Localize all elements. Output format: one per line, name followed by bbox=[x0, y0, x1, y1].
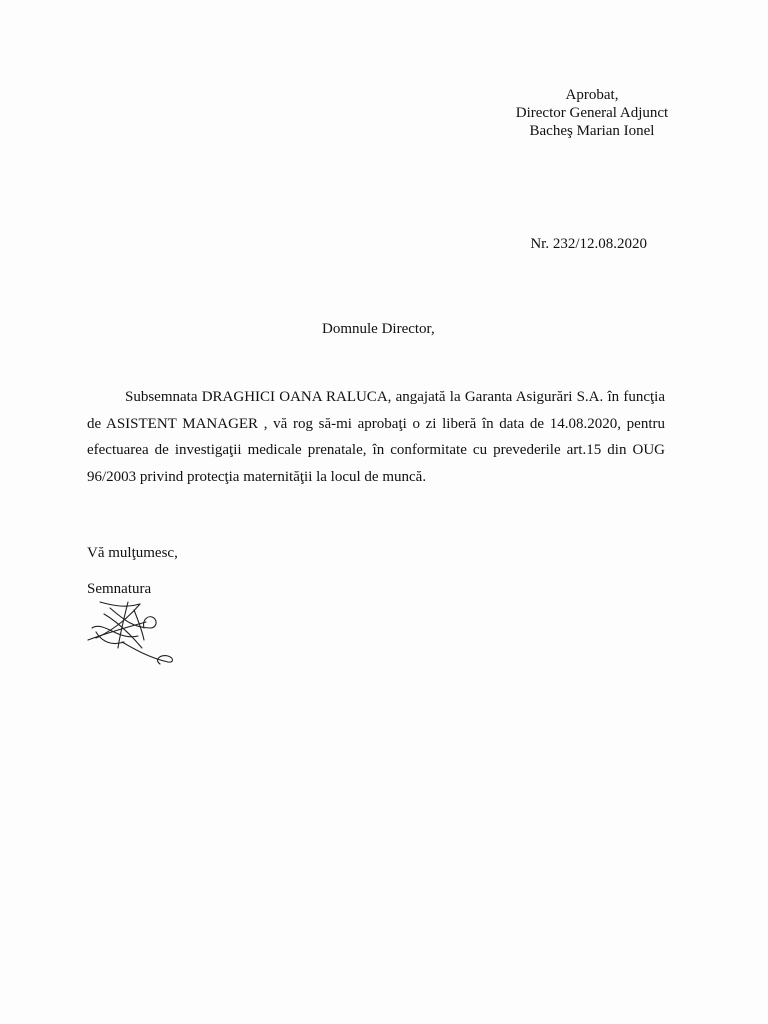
salutation: Domnule Director, bbox=[322, 321, 435, 337]
approver-position: Director General Adjunct bbox=[515, 105, 669, 121]
approval-title: Aprobat, bbox=[565, 87, 619, 103]
approver-name: Bacheş Marian Ionel bbox=[529, 123, 655, 139]
approval-block bbox=[492, 86, 692, 140]
request-paragraph: Subsemnata DRAGHICI OANA RALUCA, angajată la Garanta Asigurări S.A. în funcţia de ASISTENT MANAGER , vă rog să-mi aprobaţi o zi liberă în data de 14.08.2020, pentru efectuarea de investigaţii medicale prenatale, în conformitate cu prevederile art.15 din OUG 96/2003 privind protecţia maternităţii la locul de muncă. bbox=[87, 389, 665, 485]
signature-label: Semnatura bbox=[87, 581, 152, 597]
registration-number: Nr. 232/12.08.2020 bbox=[530, 236, 647, 252]
handwritten-signature bbox=[84, 598, 180, 666]
closing-line: Vă mulţumesc, bbox=[87, 545, 178, 561]
